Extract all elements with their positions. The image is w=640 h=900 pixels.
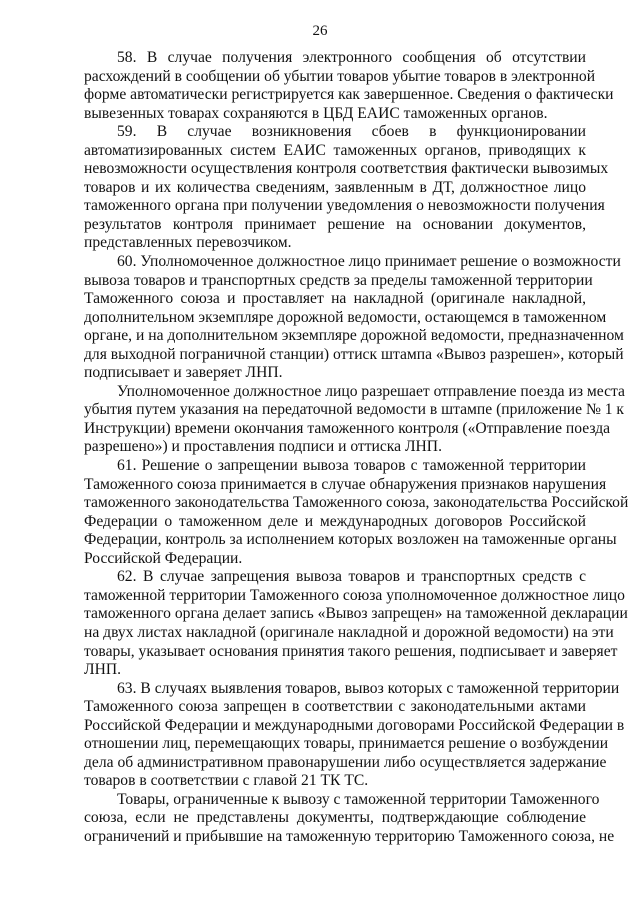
text-line: товары, указывает основания принятия такого решения, подписывает и заверяет (84, 642, 618, 660)
text-line: Российской Федерации и международными договорами Российской Федерации в (84, 716, 625, 734)
paragraph (84, 790, 615, 847)
text-line: 63. В случаях выявления товаров, вывоз которых с таможенной территории (117, 679, 620, 697)
text-line: Товары, ограниченные к вывозу с таможенной территории Таможенного (117, 790, 600, 808)
text-line: 60. Уполномоченное должностное лицо принимает решение о возможности (117, 253, 621, 271)
text-line: Уполномоченное должностное лицо разрешает отправление поезда из места (117, 382, 625, 400)
text-line: разрешено») и проставления подписи и оттиска ЛНП. (84, 438, 442, 456)
text-line: на двух листах накладной (оригинале накладной и дорожной ведомости) на эти (84, 623, 614, 641)
paragraph (84, 568, 628, 679)
paragraph (84, 382, 625, 457)
text-line: вывезенных товарах сохраняются в ЦБД ЕАИС таможенных органов. (84, 104, 548, 122)
text-line: ограничений и прибывшие на таможенную территорию Таможенного союза, не (84, 827, 615, 845)
paragraph (84, 253, 624, 383)
text-line: 62. В случае запрещения вывоза товаров и транспортных средств с (117, 568, 586, 586)
text-line: таможенного органа делает запись «Вывоз запрещен» на таможенной декларации (84, 605, 628, 623)
text-line: Российской Федерации. (84, 549, 243, 567)
text-line: дела об административном правонарушении либо осуществляется задержание (84, 753, 607, 771)
text-line: результатов контроля принимает решение на основании документов, (84, 215, 586, 233)
text-line: таможенного законодательства Таможенного союза, законодательства Российской (84, 494, 629, 512)
text-line: союза, если не представлены документы, подтверждающие соблюдение (84, 809, 586, 827)
text-line: таможенной территории Таможенного союза уполномоченное должностное лицо (84, 586, 625, 604)
text-line: форме автоматически регистрируется как завершенное. Сведения о фактически (84, 86, 614, 104)
text-line: ЛНП. (84, 661, 121, 679)
text-line: 59. В случае возникновения сбоев в функционировании (117, 123, 586, 141)
text-line: Федерации, контроль за исполнением которых возложен на таможенные органы (84, 531, 617, 549)
text-line: подписывает и заверяет ЛНП. (84, 364, 283, 382)
paragraph (84, 123, 609, 253)
text-line: 58. В случае получения электронного сообщения об отсутствии (117, 49, 586, 66)
text-line: таможенного органа при получении уведомления о невозможности получения (84, 197, 605, 215)
text-line: Федерации о таможенном деле и международных договоров Российской (84, 512, 586, 530)
text-line: 61. Решение о запрещении вывоза товаров с таможенной территории (117, 457, 586, 475)
text-line: товаров в соответствии с главой 21 ТК ТС. (84, 772, 369, 790)
text-line: автоматизированных систем ЕАИС таможенных органов, приводящих к (84, 141, 586, 159)
document-body (84, 49, 629, 847)
text-line: вывоза товаров и транспортных средств за пределы таможенной территории (84, 271, 593, 289)
text-line: убытия путем указания на передаточной ведомости в штампе (приложение № 1 к (84, 401, 625, 419)
text-line: органе, и на дополнительном экземпляре дорожной ведомости, предназначенном (84, 327, 624, 345)
text-line: Таможенного союза и проставляет на накладной (оригинале накладной, (84, 290, 586, 308)
text-line: Таможенного союза принимается в случае обнаружения признаков нарушения (84, 475, 607, 493)
text-line: отношении лиц, перемещающих товары, принимается решение о возбуждении (84, 735, 609, 753)
text-line: представленных перевозчиком. (84, 234, 292, 252)
text-line: для выходной пограничной станции) оттиск штампа «Вывоз разрешен», который (84, 345, 624, 363)
text-line: дополнительном экземпляре дорожной ведомости, остающемся в таможенном (84, 308, 607, 326)
text-line: невозможности осуществления контроля соответствия фактически вывозимых (84, 160, 609, 178)
page-number: 26 (312, 23, 328, 39)
text-line: Таможенного союза запрещен в соответствии с законодательными актами (84, 698, 586, 716)
text-line: товаров и их количества сведениям, заявленным в ДТ, должностное лицо (84, 178, 586, 196)
paragraph (84, 457, 629, 568)
paragraph (84, 679, 625, 791)
text-line: Инструкции) времени окончания таможенного контроля («Отправление поезда (84, 419, 611, 437)
paragraph (84, 49, 614, 123)
text-line: расхождений в сообщении об убытии товаров убытие товаров в электронной (84, 67, 596, 85)
